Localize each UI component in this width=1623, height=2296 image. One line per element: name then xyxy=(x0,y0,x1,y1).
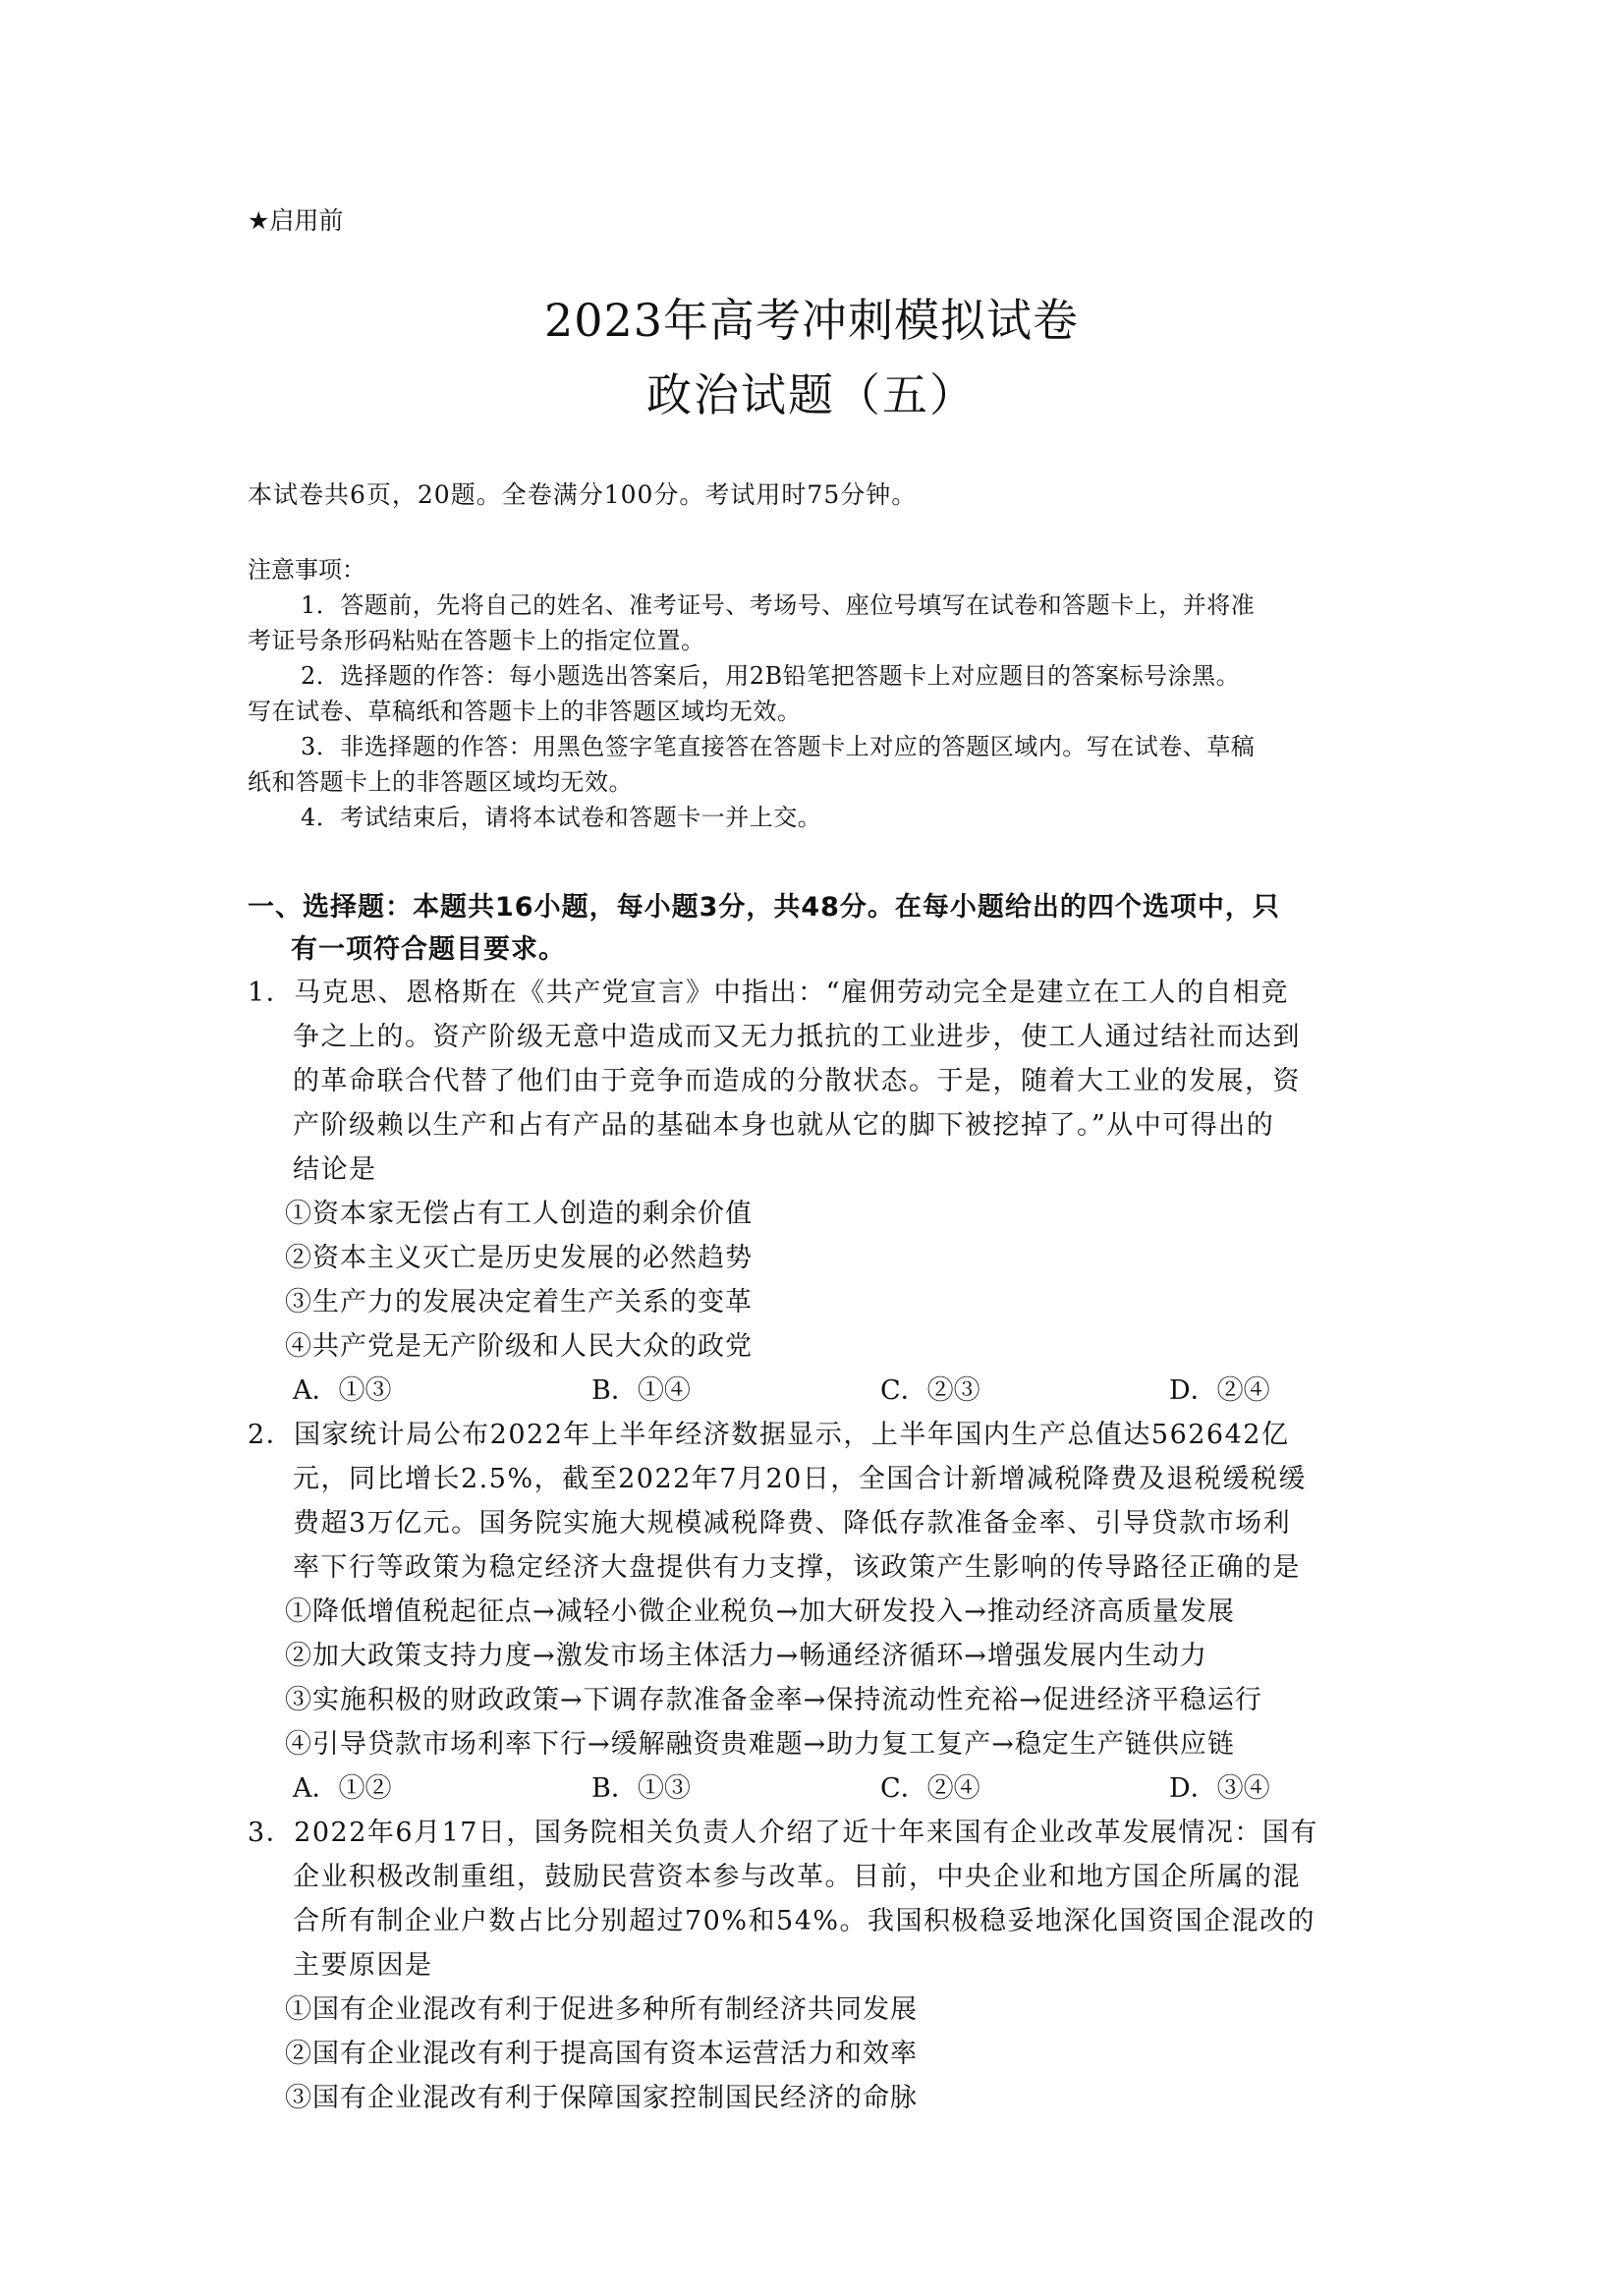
question-3-statement: ②国有企业混改有利于提高国有资本运营活力和效率 xyxy=(285,2039,918,2069)
question-2-text: 元，同比增长2.5%，截至2022年7月20日，全国合计新增减税降费及退税缓税缓 xyxy=(293,1464,1307,1494)
question-1-statement: ④共产党是无产阶级和人民大众的政党 xyxy=(285,1331,753,1362)
question-2-text: 2．国家统计局公布2022年上半年经济数据显示，上半年国内生产总值达562642亿 xyxy=(248,1420,1290,1450)
question-2-text: 费超3万亿元。国务院实施大规模减税降费、降低存款准备金率、引导贷款市场利 xyxy=(293,1508,1292,1539)
confidential-mark: ★启用前 xyxy=(248,206,344,235)
question-1-choice-a: A．①③ xyxy=(293,1375,392,1406)
question-2-choice-d: D．③④ xyxy=(1169,1773,1270,1804)
section-title: 有一项符合题目要求。 xyxy=(291,934,566,965)
question-2-choice-b: B．①③ xyxy=(591,1773,691,1804)
question-2-statement: ③实施积极的财政政策→下调存款准备金率→保持流动性充裕→促进经济平稳运行 xyxy=(285,1685,1262,1715)
question-3-statement: ③国有企业混改有利于保障国家控制国民经济的命脉 xyxy=(285,2083,918,2113)
question-3-text: 合所有制企业户数占比分别超过70%和54%。我国积极稳妥地深化国资国企混改的 xyxy=(293,1906,1316,1936)
question-2-statement: ②加大政策支持力度→激发市场主体活力→畅通经济循环→增强发展内生动力 xyxy=(285,1641,1207,1671)
question-1-text: 结论是 xyxy=(293,1154,377,1185)
exam-title: 2023年高考冲刺模拟试卷 xyxy=(543,294,1080,347)
question-3-text: 企业积极改制重组，鼓励民营资本参与改革。目前，中央企业和地方国企所属的混 xyxy=(293,1862,1301,1892)
question-1-choice-c: C．②③ xyxy=(880,1375,980,1406)
question-1-text: 争之上的。资产阶级无意中造成而又无力抵抗的工业进步，使工人通过结社而达到 xyxy=(293,1022,1301,1052)
question-1-choice-b: B．①④ xyxy=(591,1375,691,1406)
notice-line: 4．考试结束后，请将本试卷和答题卡一并上交。 xyxy=(301,804,822,831)
notice-line: 2．选择题的作答：每小题选出答案后，用2B铅笔把答题卡上对应题目的答案标号涂黑。 xyxy=(301,662,1241,690)
question-3-statement: ①国有企业混改有利于促进多种所有制经济共同发展 xyxy=(285,1994,918,2025)
notice-line: 考证号条形码粘贴在答题卡上的指定位置。 xyxy=(248,627,705,654)
question-3-text: 3．2022年6月17日，国务院相关负责人介绍了近十年来国有企业改革发展情况：国有 xyxy=(248,1818,1318,1848)
exam-subtitle: 政治试题（五） xyxy=(646,368,977,421)
notice-line: 3．非选择题的作答：用黑色签字笔直接答在答题卡上对应的答题区域内。写在试卷、草稿 xyxy=(301,733,1256,760)
question-1-statement: ③生产力的发展决定着生产关系的变革 xyxy=(285,1287,753,1317)
question-1-text: 的革命联合代替了他们由于竞争而造成的分散状态。于是，随着大工业的发展，资 xyxy=(293,1066,1301,1096)
notice-line: 纸和答题卡上的非答题区域均无效。 xyxy=(248,768,633,796)
question-2-statement: ①降低增值税起征点→减轻小微企业税负→加大研发投入→推动经济高质量发展 xyxy=(285,1596,1235,1627)
section-title: 一、选择题：本题共16小题，每小题3分，共48分。在每小题给出的四个选项中，只 xyxy=(248,892,1280,923)
notice-title: 注意事项： xyxy=(248,556,365,584)
exam-intro: 本试卷共6页，20题。全卷满分100分。考试用时75分钟。 xyxy=(248,480,918,509)
question-2-statement: ④引导贷款市场利率下行→缓解融资贵难题→助力复工复产→稳定生产链供应链 xyxy=(285,1729,1235,1760)
question-1-choice-d: D．②④ xyxy=(1169,1375,1270,1406)
question-1-statement: ①资本家无偿占有工人创造的剩余价值 xyxy=(285,1199,753,1229)
question-3-text: 主要原因是 xyxy=(293,1950,433,1981)
question-2-choice-c: C．②④ xyxy=(880,1773,980,1804)
question-1-text: 产阶级赖以生产和占有产品的基础本身也就从它的脚下被挖掉了。”从中可得出的 xyxy=(293,1110,1275,1141)
question-2-choice-a: A．①② xyxy=(293,1773,392,1804)
question-2-text: 率下行等政策为稳定经济大盘提供有力支撑，该政策产生影响的传导路径正确的是 xyxy=(293,1552,1301,1583)
notice-line: 1．答题前，先将自己的姓名、准考证号、考场号、座位号填写在试卷和答题卡上，并将准 xyxy=(301,591,1256,619)
question-1-statement: ②资本主义灭亡是历史发展的必然趋势 xyxy=(285,1243,753,1273)
notice-line: 写在试卷、草稿纸和答题卡上的非答题区域均无效。 xyxy=(248,698,802,725)
question-1-text: 1．马克思、恩格斯在《共产党宣言》中指出：“雇佣劳动完全是建立在工人的自相竞 xyxy=(248,978,1289,1008)
